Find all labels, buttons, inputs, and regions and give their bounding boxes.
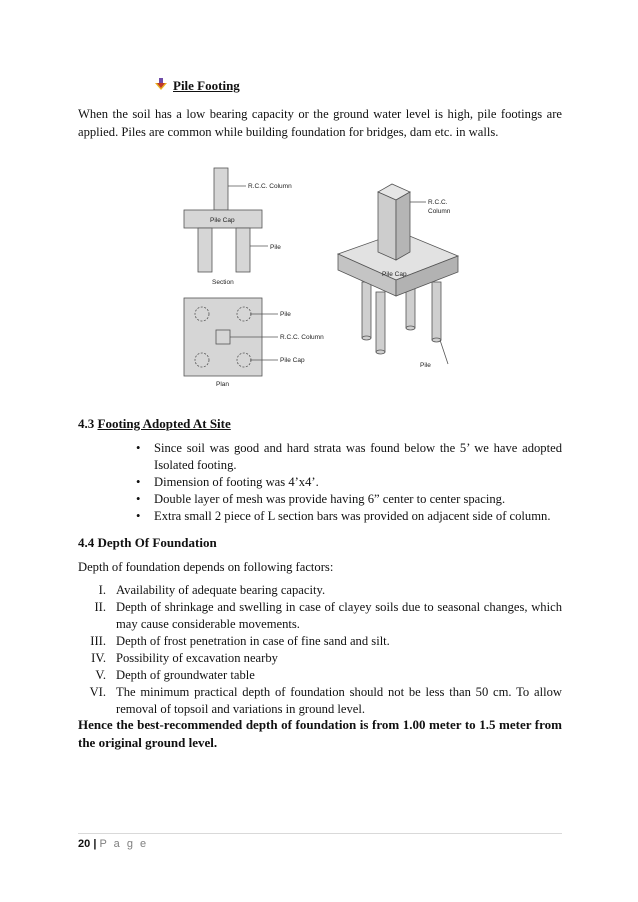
pile-footing-paragraph: When the soil has a low bearing capacity or the ground water level is high, pile footings are applied. Piles are common while building foundation for bridges, dam etc. in walls.: [78, 107, 562, 139]
section-4-3-number: 4.3: [78, 416, 95, 431]
list-item: • Dimension of footing was 4’x4’.: [136, 475, 319, 489]
iso-column-label-2: Column: [428, 208, 451, 215]
page-number: 20: [78, 838, 91, 850]
pile-footing-title: Pile Footing: [173, 78, 240, 93]
pile-footing-diagram: [178, 166, 478, 392]
plan-pile-label: Pile: [280, 311, 291, 318]
iso-cap-label: Pile Cap: [382, 271, 407, 278]
footer-separator: |: [93, 838, 97, 850]
section-4-4-heading: 4.4 Depth Of Foundation: [78, 535, 217, 550]
list-item: • Double layer of mesh was provide having 6” center to center spacing.: [136, 492, 506, 506]
footer-divider: [78, 833, 562, 834]
list-item: V. Depth of groundwater table: [95, 668, 255, 682]
arrow-down-icon: [155, 78, 167, 94]
footing-bullet-list: [134, 440, 562, 525]
iso-pile-label: Pile: [420, 362, 431, 369]
page-footer: [78, 838, 148, 850]
section-4-3-title: Footing Adopted At Site: [97, 416, 231, 431]
section-pile-label: Pile: [270, 244, 281, 251]
pile-footing-heading: [155, 78, 240, 94]
section-cap-label: Pile Cap: [210, 217, 235, 224]
list-item: VI. The minimum practical depth of foundation should not be less than 50 cm. To allow removal of topsoil and variations in ground level.: [89, 685, 562, 716]
list-item: II. Depth of shrinkage and swelling in case of clayey soils due to seasonal changes, which may cause considerable movements.: [94, 600, 562, 631]
plan-view: [184, 298, 278, 376]
factor-list: [78, 582, 562, 718]
list-item: IV. Possibility of excavation nearby: [91, 651, 278, 665]
section-column-label: R.C.C. Column: [248, 183, 292, 190]
depth-intro: Depth of foundation depends on following factors:: [78, 560, 334, 574]
section-4-3-heading: [78, 416, 231, 432]
iso-column-label-1: R.C.C.: [428, 199, 448, 206]
plan-caption: Plan: [216, 381, 230, 388]
list-item: • Extra small 2 piece of L section bars was provided on adjacent side of column.: [136, 509, 551, 523]
section-caption: Section: [212, 279, 234, 286]
list-item: III. Depth of frost penetration in case of fine sand and silt.: [90, 634, 390, 648]
plan-column-label: R.C.C. Column: [280, 334, 324, 341]
list-item: I. Availability of adequate bearing capacity.: [98, 583, 326, 597]
page-word: P a g e: [99, 838, 149, 850]
list-item: • Since soil was good and hard strata was found below the 5’ we have adopted Isolated footing.: [136, 441, 562, 472]
depth-conclusion: Hence the best-recommended depth of foundation is from 1.00 meter to 1.5 meter from the original ground level.: [78, 717, 562, 750]
plan-cap-label: Pile Cap: [280, 357, 305, 364]
